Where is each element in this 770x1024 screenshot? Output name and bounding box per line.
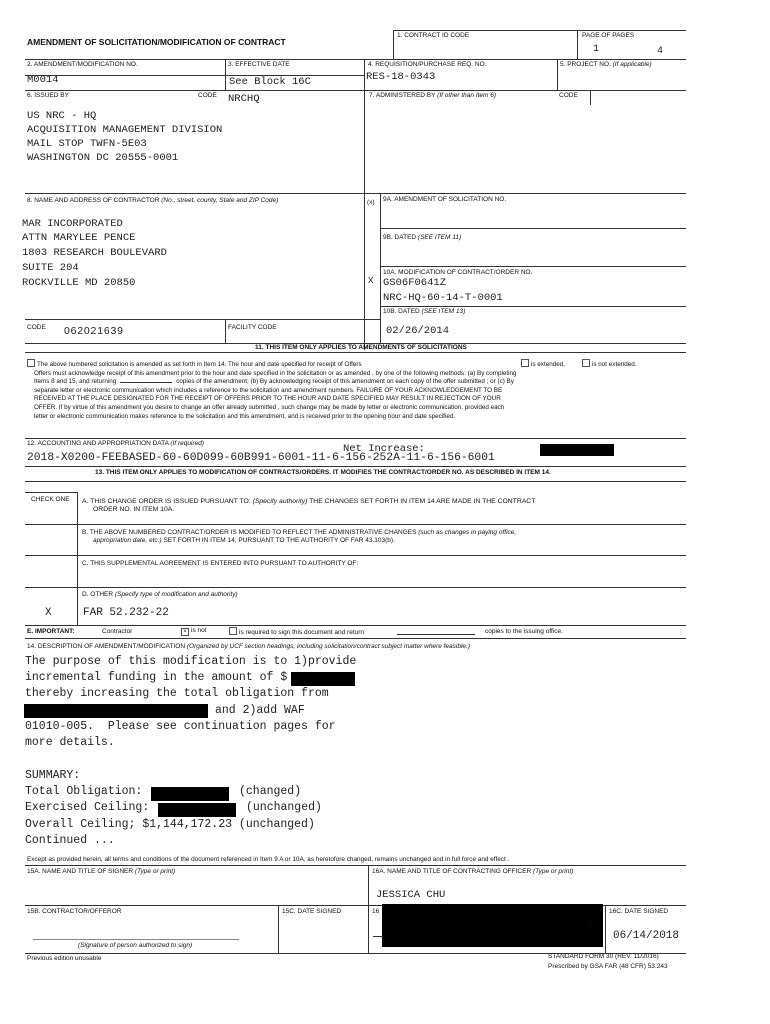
modification-no-2: NRC-HQ-60-14-T-0001 [383, 292, 503, 304]
is-not-checkbox[interactable]: × [181, 628, 189, 636]
date-signed-15c-label: 15C. DATE SIGNED [282, 908, 342, 915]
is-required-checkbox[interactable] [229, 627, 237, 635]
signature-caption: (Signature of person authorized to sign) [78, 942, 193, 949]
amount-redaction [291, 672, 355, 686]
option-d-value: FAR 52.232-22 [83, 607, 169, 619]
option-b-text-2: appropriation date, etc.) SET FORTH IN ITEM 14, PURSUANT TO THE AUTHORITY OF FAR 43.103(b). [93, 537, 395, 544]
page-total: 4 [657, 46, 664, 57]
issued-by-code-label: CODE [198, 92, 217, 99]
except-text: Except as provided herein, all terms and conditions of the document referenced in Item 9 A or 10A, as heretofore changed, remains unchanged and in full force and effect . [27, 856, 510, 863]
dated-9b-label: 9B. DATED (SEE ITEM 11) [383, 234, 462, 241]
option-d-text: D. OTHER (Specify type of modification and authority) [82, 591, 238, 598]
important-who: Contractor [102, 628, 133, 635]
item-11-header: 11. THIS ITEM ONLY APPLIES TO AMENDMENTS OF SOLICITATIONS [255, 344, 467, 351]
issued-by-label: 6. ISSUED BY [27, 92, 69, 99]
x-column-header: (x) [367, 199, 375, 206]
exercised-ceiling-redaction [158, 803, 236, 817]
contractor-label: 8. NAME AND ADDRESS OF CONTRACTOR (No., street, county, State and ZIP Code) [27, 197, 279, 204]
option-a-text-2: ORDER NO. IN ITEM 10A. [93, 506, 175, 513]
requisition-no: RES-18-0343 [366, 71, 436, 83]
important-is-not: × is not [181, 627, 207, 636]
amendment-no: M0014 [27, 74, 59, 86]
item-13-header: 13. THIS ITEM ONLY APPLIES TO MODIFICATION OF CONTRACTS/ORDERS. IT MODIFIES THE CONTRACT/ORDER NO. AS DESCRIBED IN ITEM 14. [95, 469, 551, 476]
option-a-text: A. THIS CHANGE ORDER IS ISSUED PURSUANT TO: (Specify authority) THE CHANGES SET FORTH IN ITEM 14 ARE MADE IN THE CONTRACT [82, 498, 536, 505]
issued-by-code: NRCHQ [228, 93, 260, 105]
effective-date-label: 3. EFFECTIVE DATE [228, 61, 290, 68]
facility-code-label: FACILITY CODE [228, 324, 277, 331]
contracting-officer-name: JESSICA CHU [376, 889, 446, 901]
not-extended-checkbox[interactable] [582, 359, 590, 367]
option-d-mark: X [45, 607, 52, 619]
dated-10b: 02/26/2014 [386, 325, 450, 337]
contractor-code: 062021639 [64, 325, 124, 337]
obligation-from-redaction [24, 704, 208, 718]
signature-line [373, 936, 383, 937]
total-obligation-redaction [151, 787, 229, 801]
contractor-offeror-label: 15B. CONTRACTOR/OFFEROR [27, 908, 122, 915]
item-11-text: The above numbered solicitation is amended as set forth in Item 14. The hour and date specified for receipt of Offers is extended, is not extended. Offers must acknowledge receipt of this amendment prior to the hour and date specified in the solicitation or as amended , by one of the following methods: (a) By completing Items 8 and 15, and returning copies of the amendment; (b) By acknowledging receipt of this amendment on each copy of the offer submitted ; or (c) By separate letter or electronic communication which includes a reference to the solicitation and amendment numbers. FAILURE OF YOUR ACKNOWLEDGEMENT TO BE RECEIVED AT THE PLACE DESIGNATED FOR THE RECEIPT OF OFFERS PRIOR TO THE HOUR AND DATE SPECIFIED MAY RESULT IN REJECTION OF YOUR OFFER. If by virtue of this amendment you desire to change an offer already submitted , such change may be made by letter or electronic communication, provided each letter or electronic communication makes reference to the solicitation and this amendment, and is received prior to the opening hour and date specified. [27, 359, 687, 421]
contracting-officer-label: 16A. NAME AND TITLE OF CONTRACTING OFFICER (Type or print) [372, 868, 574, 875]
check-one-label: CHECK ONE [31, 496, 70, 503]
block-16-label: 16 [372, 908, 380, 915]
footer-left: Previous edition unusable [27, 955, 102, 962]
signature-arrow: > [588, 920, 594, 930]
contract-id-code-label: 1. CONTRACT ID CODE [397, 32, 470, 39]
option-b-text: B. THE ABOVE NUMBERED CONTRACT/ORDER IS MODIFIED TO REFLECT THE ADMINISTRATIVE CHANGES (such as changes in paying office, [82, 529, 517, 536]
modification-no-label: 10A. MODIFICATION OF CONTRACT/ORDER NO. [383, 269, 533, 276]
administered-by-label: 7. ADMINISTERED BY (If other than Item 6) [369, 92, 497, 99]
form-number: STANDARD FORM 30 (REV. 11/2016) [548, 953, 659, 960]
contractor-code-label: CODE [27, 324, 46, 331]
net-increase-redaction [540, 444, 614, 456]
important-label: E. IMPORTANT: [27, 628, 75, 635]
effective-date: See Block 16C [229, 76, 311, 88]
prescribed-by: Prescribed by GSA FAR (48 CFR) 53.243 [548, 963, 668, 970]
extended-checkbox[interactable] [521, 359, 529, 367]
signer-label: 15A. NAME AND TITLE OF SIGNER (Type or print) [27, 868, 176, 875]
important-is-required: is required to sign this document and return [229, 627, 364, 637]
contracting-officer-signature-redaction [382, 904, 603, 947]
accounting-data: 2018-X0200-FEEBASED-60-60D099-60B991-6001-11-6-156-252A-11-6-156-6001 [27, 452, 495, 464]
date-signed-16c: 06/14/2018 [613, 930, 680, 942]
modification-no-1: GS06F0641Z [383, 277, 447, 289]
contractor-signature-line [33, 939, 239, 940]
description-label: 14. DESCRIPTION OF AMENDMENT/MODIFICATION (Organized by UCF section headings, including solicitation/contract subject matter where feasible.) [27, 643, 471, 650]
accounting-label: 12. ACCOUNTING AND APPROPRIATION DATA (If required) [27, 440, 205, 447]
option-c-text: C. THIS SUPPLEMENTAL AGREEMENT IS ENTERED INTO PURSUANT TO AUTHORITY OF: [82, 560, 359, 567]
administered-by-code-label: CODE [559, 92, 578, 99]
modification-x-mark: X [368, 276, 374, 286]
net-increase-label: Net Increase: [343, 443, 425, 455]
page-current: 1 [593, 44, 600, 55]
item-11-checkbox[interactable] [27, 359, 35, 367]
page-of-pages-label: PAGE OF PAGES [582, 32, 635, 39]
solicitation-no-label: 9A. AMENDMENT OF SOLICITATION NO. [383, 196, 507, 203]
requisition-label: 4. REQUISITION/PURCHASE REQ. NO. [368, 61, 487, 68]
form-title: AMENDMENT OF SOLICITATION/MODIFICATION OF CONTRACT [27, 37, 286, 47]
amendment-no-label: 2. AMENDMENT/MODIFICATION NO. [27, 61, 138, 68]
dated-10b-label: 10B. DATED (SEE ITEM 13) [383, 308, 466, 315]
date-signed-16c-label: 16C. DATE SIGNED [609, 908, 669, 915]
copies-blank [397, 634, 475, 635]
important-copies: copies to the issuing office. [485, 628, 563, 635]
project-no-label: 5. PROJECT NO. (If applicable) [560, 61, 652, 68]
